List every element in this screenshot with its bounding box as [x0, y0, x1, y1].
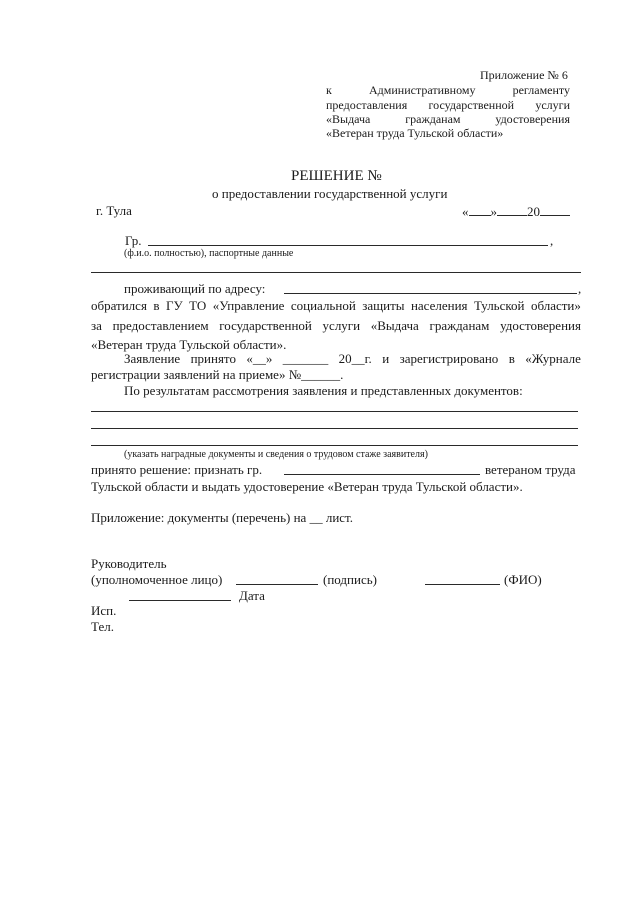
recognized-citizen-line[interactable] [284, 474, 480, 475]
appendix-line-5: «Ветеран труда Тульской области» [326, 126, 504, 140]
passport-line[interactable] [91, 272, 581, 273]
head-label: Руководитель [91, 556, 167, 571]
documents-line-2[interactable] [91, 428, 578, 429]
body-line-6: По результатам рассмотрения заявления и представленных документов: [124, 383, 523, 398]
appendix-number: Приложение № 6 [480, 68, 568, 82]
body-word: зарегистрировано [399, 351, 499, 366]
documents-line-1[interactable] [91, 411, 578, 412]
citizen-comma: , [550, 233, 554, 248]
awards-hint: (указать наградные документы и сведения о трудовом стаже заявителя) [124, 449, 428, 460]
body-word: «Журнале [525, 351, 581, 366]
body-word: ТО [189, 298, 207, 313]
decision-line-2: Тульской области и выдать удостоверение «Ветеран труда Тульской области». [91, 479, 523, 494]
body-word: области» [530, 298, 581, 313]
appendix-word: регламенту [512, 83, 570, 97]
body-line-1 [91, 298, 581, 313]
body-word: за [91, 318, 102, 333]
signature-line[interactable] [236, 584, 318, 585]
appendix-word: услуги [535, 98, 570, 112]
body-word: «__» [246, 351, 273, 366]
day-blank[interactable] [469, 203, 491, 216]
body-line-5: регистрации заявлений на приеме» №______. [91, 367, 344, 382]
attachment-line: Приложение: документы (перечень) на __ лист. [91, 510, 353, 525]
appendix-line-2 [326, 83, 570, 97]
authorized-person-label: (уполномоченное лицо) [91, 572, 223, 587]
body-word: Тульской [473, 298, 525, 313]
body-word: 20__г. [338, 351, 372, 366]
appendix-word: к [326, 83, 332, 97]
fio-label: (ФИО) [504, 572, 542, 587]
date-line[interactable] [129, 600, 231, 601]
body-line-2 [91, 318, 581, 333]
body-word: гражданам [429, 318, 490, 333]
appendix-word: «Выдача [326, 112, 371, 126]
phone-label: Тел. [91, 619, 114, 634]
body-word: Заявление [124, 351, 181, 366]
date-field [462, 203, 570, 219]
date-label: Дата [239, 588, 265, 603]
appendix-word: Административному [368, 83, 476, 97]
appendix-word: удостоверения [495, 112, 570, 126]
fio-line[interactable] [425, 584, 500, 585]
body-word: предоставлением [112, 318, 209, 333]
address-label: проживающий по адресу: [124, 281, 266, 296]
body-word: социальной [290, 298, 356, 313]
documents-line-3[interactable] [91, 445, 578, 446]
body-word: услуги [322, 318, 361, 333]
body-word: _______ [282, 351, 329, 366]
month-blank[interactable] [497, 203, 527, 216]
executor-label: Исп. [91, 603, 117, 618]
date-quote-open: « [462, 204, 469, 219]
year-blank[interactable] [540, 203, 570, 216]
document-title: РЕШЕНИЕ № [291, 168, 382, 184]
decision-line-1-start: принято решение: признать гр. [91, 462, 263, 477]
document-subtitle: о предоставлении государственной услуги [212, 186, 448, 201]
appendix-word: гражданам [405, 112, 461, 126]
body-word: «Управление [212, 298, 285, 313]
body-word: принято [190, 351, 236, 366]
body-word: «Выдача [370, 318, 419, 333]
citizen-label: Гр. [125, 233, 142, 248]
address-comma: , [578, 281, 582, 296]
body-line-3: «Ветеран труда Тульской области». [91, 337, 287, 352]
citizen-name-line[interactable] [148, 245, 548, 246]
body-word: ГУ [165, 298, 183, 313]
appendix-line-3 [326, 98, 570, 112]
body-line-4 [124, 351, 581, 366]
address-line[interactable] [284, 293, 577, 294]
body-word: удостоверения [500, 318, 581, 333]
signature-label: (подпись) [323, 572, 377, 587]
city: г. Тула [96, 203, 132, 218]
body-word: обратился [91, 298, 147, 313]
year-prefix: 20 [527, 204, 540, 219]
body-word: в [153, 298, 160, 313]
appendix-word: государственной [428, 98, 515, 112]
date-quote-close: » [490, 204, 497, 219]
citizen-hint: (ф.и.о. полностью), паспортные данные [124, 248, 294, 259]
appendix-line-4 [326, 112, 570, 126]
body-word: и [382, 351, 390, 366]
appendix-word: предоставления [326, 98, 408, 112]
body-word: защиты [362, 298, 405, 313]
body-word: государственной [219, 318, 312, 333]
body-word: в [508, 351, 515, 366]
body-word: населения [410, 298, 468, 313]
decision-line-1-end: ветераном труда [485, 462, 576, 477]
